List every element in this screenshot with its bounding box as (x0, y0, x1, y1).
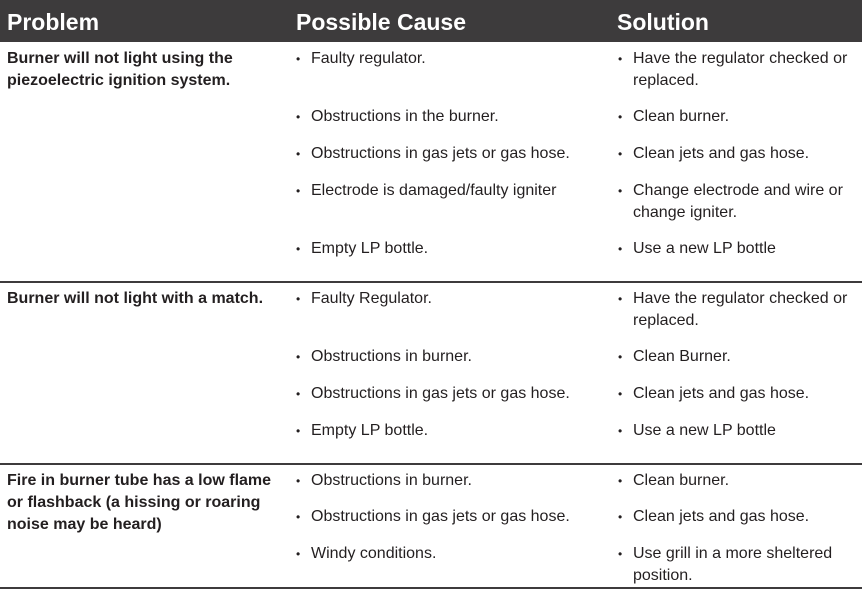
solution-item: • Use grill in a more sheltered position. (618, 545, 833, 584)
bullet-icon: • (296, 147, 301, 161)
bullet-icon: • (618, 424, 623, 438)
bullet-icon: • (618, 110, 623, 124)
bullet-icon: • (618, 184, 623, 198)
cause-item: • Obstructions in gas jets or gas hose. (296, 506, 606, 528)
row-divider (0, 463, 862, 465)
problem-cell: Burner will not light using the piezoelectric ignition system. (7, 50, 233, 89)
header-possible-cause: Possible Cause (296, 9, 467, 35)
header-solution: Solution (617, 9, 709, 35)
bullet-icon: • (618, 387, 623, 401)
solution-item: • Have the regulator checked or replaced. (618, 50, 848, 89)
problem-cell: Fire in burner tube has a low flame or flashback (a hissing or roaring noise may be heard) (7, 472, 272, 533)
bullet-icon: • (296, 510, 301, 524)
bullet-icon: • (296, 547, 301, 561)
bullet-icon: • (296, 184, 301, 198)
cause-item: • Faulty regulator. (296, 48, 606, 70)
solution-item: • Clean burner. (618, 106, 862, 128)
solution-item: • Clean Burner. (618, 346, 862, 368)
cause-item: • Obstructions in gas jets or gas hose. (296, 383, 606, 405)
header-problem: Problem (7, 9, 100, 35)
cause-item: • Obstructions in burner. (296, 346, 606, 368)
cause-item: • Obstructions in the burner. (296, 106, 606, 128)
cause-item: • Electrode is damaged/faulty igniter (296, 180, 606, 202)
solution-item: • Use a new LP bottle (618, 420, 862, 442)
cause-item: • Faulty Regulator. (296, 288, 606, 310)
row-divider (0, 281, 862, 283)
bullet-icon: • (296, 387, 301, 401)
solution-item: • Have the regulator checked or replaced. (618, 290, 848, 329)
bullet-icon: • (618, 292, 623, 306)
bullet-icon: • (618, 547, 623, 561)
bullet-icon: • (618, 510, 623, 524)
table-header (0, 0, 862, 42)
cause-item: • Obstructions in gas jets or gas hose. (296, 143, 606, 165)
bullet-icon: • (296, 242, 301, 256)
bullet-icon: • (618, 474, 623, 488)
bullet-icon: • (296, 52, 301, 66)
bullet-icon: • (618, 52, 623, 66)
bullet-icon: • (618, 147, 623, 161)
bullet-icon: • (296, 292, 301, 306)
solution-item: • Clean jets and gas hose. (618, 506, 862, 528)
bullet-icon: • (296, 110, 301, 124)
solution-item: • Use a new LP bottle (618, 238, 862, 260)
solution-item: • Clean jets and gas hose. (618, 383, 862, 405)
bullet-icon: • (296, 474, 301, 488)
row-divider (0, 587, 862, 589)
problem-cell: Burner will not light with a match. (7, 290, 264, 307)
solution-item: • Clean burner. (618, 470, 862, 492)
cause-item: • Empty LP bottle. (296, 420, 606, 442)
cause-item: • Obstructions in burner. (296, 470, 606, 492)
bullet-icon: • (296, 350, 301, 364)
bullet-icon: • (618, 242, 623, 256)
bullet-icon: • (296, 424, 301, 438)
solution-item: • Clean jets and gas hose. (618, 143, 862, 165)
solution-item: • Change electrode and wire or change igniter. (618, 182, 843, 221)
bullet-icon: • (618, 350, 623, 364)
cause-item: • Empty LP bottle. (296, 238, 606, 260)
cause-item: • Windy conditions. (296, 543, 606, 565)
